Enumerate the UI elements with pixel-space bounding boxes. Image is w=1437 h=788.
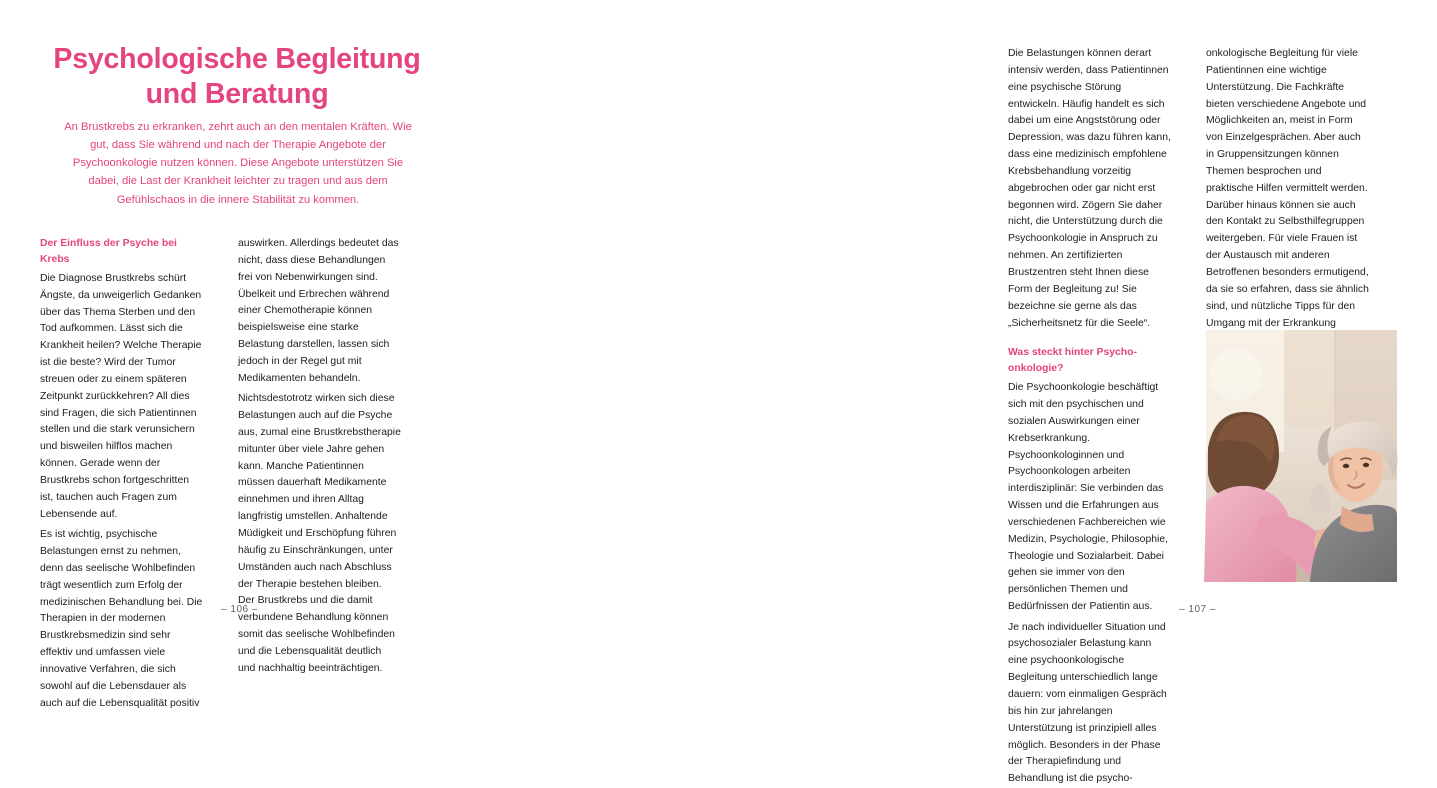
patient-and-nurse-photo xyxy=(1206,330,1397,582)
paragraph: auswirken. Allerdings bedeutet das nicht, dass diese Behandlungen frei von Nebenwirkungen sind. Übelkeit und Erbrechen während einer Chemotherapie können beispielsweise eine starke Belastung darstellen, lassen sich jedoch in der Regel gut mit Medikamenten behandeln. xyxy=(238,238,399,384)
paragraph: Die Psychoonkologie beschäftigt sich mit den psychischen und sozialen Auswirkungen einer Krebserkrankung. Psychoonkologinnen und Psychoonkologen arbeiten interdisziplinär: Sie verbinden das Wissen und die Erfahrungen aus verschiedenen Fachbereichen wie Medizin, Psychologie, Philosophie, Theologie und Sozialarbeit. Dabei gehen sie immer von den persönlichen Themen und Bedürfnissen der Patientin aus. xyxy=(1008,382,1168,613)
folio-right: – 107 – xyxy=(1179,604,1216,615)
paragraph: Die Diagnose Brustkrebs schürt Ängste, da unweigerlich Gedanken über das Thema Sterben und den Tod aufkommen. Lässt sich die Krankheit heilen? Welche Therapie ist die beste? Wird der Tumor streuen oder zu einem späteren Zeitpunkt zurückkehren? All dies sind Fragen, die sich Patientinnen stellen und die stark verunsichern und bisweilen hilflos machen können. Gerade wenn der Brustkrebs schon fortgeschritten ist, tauchen auch Fragen zum Lebensende auf. xyxy=(40,272,202,520)
paragraph: onkologische Begleitung für viele Patientinnen eine wichtige Unterstützung. Die Fachkräfte bieten verschiedene Angebote und Möglichkeiten an, meist in Form von Einzelgesprächen. Aber auch in Gruppensitzungen können Themen besprochen und praktische Hilfen vermittelt werden. Darüber hinaus können sie auch den Kontakt zu Selbsthilfegruppen weitergeben. Für viele Frauen ist der Austausch mit anderen Betroffenen besonders ermutigend, da sie so erfahren, dass sie ähnlich sind, und nützliche Tipps für den Umgang mit der Erkrankung xyxy=(1206,48,1369,329)
page-right xyxy=(479,0,1369,785)
paragraph: Die Belastungen können derart intensiv werden, dass Patientinnen eine psychische Störung entwickeln. Häufig handelt es sich dabei um eine Angststörung oder Depression, was dazu führen kann, dass eine medizinisch empfohlene Krebsbehandlung vorzeitig abgebrochen oder gar nicht erst begonnen wird. Zögern Sie daher nicht, die Unterstützung durch die Psychoonkologie in Anspruch zu nehmen. An zertifizierten Brustzentren steht Ihnen diese Form der Begleitung zu! Sie bezeichne sie gerne als das „Sicherheitsnetz für die Seele“. xyxy=(1008,48,1171,329)
paragraph: Nichtsdestotrotz wirken sich diese Belastungen auch auf die Psyche aus, zumal eine Brustkrebstherapie mitunter über viele Jahre gehen kann. Manche Patientinnen müssen dauerhaft Medikamente einnehmen und ihren Alltag langfristig umstellen. Anhaltende Müdigkeit und Erschöpfung führen häufig zu Einschränkungen, unter Umständen auch nach Abschluss der Therapie bestehen bleiben. Der Brustkrebs und die damit verbundene Behandlung können somit das seelische Wohlbefinden und die Lebensqualität deutlich und nachhaltig beeinträchtigen. xyxy=(238,393,401,674)
page-left xyxy=(0,0,479,709)
paragraph: Je nach individueller Situation und psychosozialer Belastung kann eine psychoonkologische Begleitung unterschiedlich lange dauern: vom einmaligen Gespräch bis hin zur jahrelangen Unterstützung ist prinzipiell alles möglich. Besonders in der Phase der Therapiefindung und Behandlung ist die psycho- xyxy=(1008,621,1167,785)
body-column-right-1 xyxy=(1008,46,1171,788)
section-heading-einfluss: Der Einfluss der Psyche bei Krebs xyxy=(40,238,177,265)
page-title xyxy=(40,42,434,112)
page-title-line2: und Beratung xyxy=(145,77,329,110)
section-heading-psychoonkologie: Was steckt hinter Psycho-onkologie? xyxy=(1008,347,1137,374)
page-title-line1: Psychologische Begleitung xyxy=(53,43,421,75)
body-column-left-1 xyxy=(40,236,203,712)
paragraph: Es ist wichtig, psychische Belastungen ernst zu nehmen, denn das seelische Wohlbefinden trägt wesentlich zum Erfolg der medizinischen Behandlung bei. Die Therapien in der modernen Brustkrebsmedizin sind sehr effektiv und umfassen viele innovative Verfahren, die sich sowohl auf die Lebensdauer als auch auf die Lebensqualität positiv xyxy=(40,529,203,709)
folio-left: – 106 – xyxy=(221,604,258,615)
standfirst-intro: An Brustkrebs zu erkranken, zehrt auch an den mentalen Kräften. Wie gut, dass Sie während und nach der Therapie Angebote der Psychoonkologie nutzen können. Diese Angebote unterstützen Sie dabei, die Last der Krankheit leichter zu tragen und aus dem Gefühlschaos in die innere Stabilität zu kommen. xyxy=(64,121,412,206)
